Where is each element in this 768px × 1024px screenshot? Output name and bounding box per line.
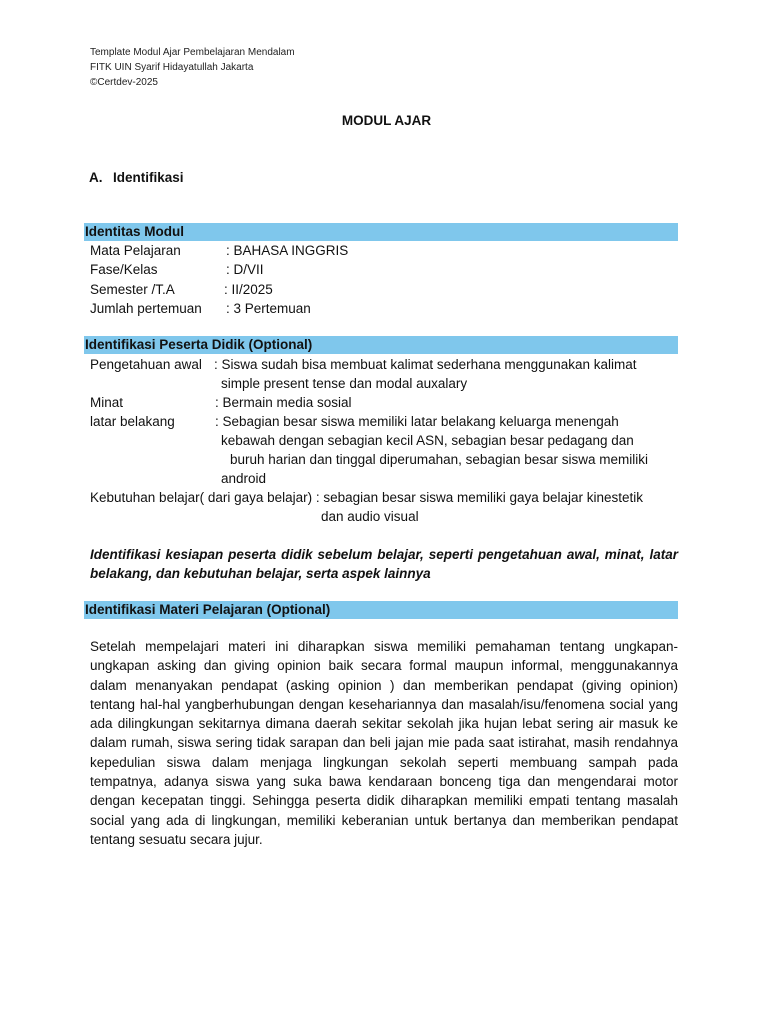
readiness-note: Identifikasi kesiapan peserta didik sebelum belajar, seperti pengetahuan awal, minat, latar belakang, dan kebutuhan belajar, serta aspek lainnya bbox=[90, 547, 678, 581]
materi-heading: Identifikasi Materi Pelajaran (Optional) bbox=[84, 601, 678, 619]
row-label: latar belakang bbox=[90, 414, 175, 429]
row-label: Jumlah pertemuan bbox=[90, 301, 202, 316]
section-heading bbox=[89, 170, 184, 185]
row-value: : Siswa sudah bisa membuat kalimat sederhana menggunakan kalimat bbox=[214, 357, 637, 372]
page-header bbox=[90, 45, 295, 90]
row-label: Pengetahuan awal bbox=[90, 357, 202, 372]
row-label: Fase/Kelas bbox=[90, 262, 158, 277]
section-number: A. bbox=[89, 170, 103, 185]
row-value: : 3 Pertemuan bbox=[226, 301, 311, 316]
document-title: MODUL AJAR bbox=[341, 113, 432, 128]
row-text: Kebutuhan belajar( dari gaya belajar) : sebagian besar siswa memiliki gaya belajar kinestetik bbox=[90, 490, 644, 505]
header-copyright-line: ©Certdev-2025 bbox=[90, 77, 158, 88]
identitas-modul-heading: Identitas Modul bbox=[84, 223, 678, 241]
peserta-didik-heading: Identifikasi Peserta Didik (Optional) bbox=[84, 336, 678, 354]
materi-paragraph: Setelah mempelajari materi ini diharapkan siswa memiliki pemahaman tentang ungkapan-ungkapan asking dan giving opinion baik secara formal maupun informal, menggunakannya dalam menanyakan pendapat (asking opinion ) dan memberikan pendapat (giving opinion) tentang hal-hal yangberhubungan dengan kesehariannya dan masalah/isu/fenomena social yang ada dilingkungan sekitarnya dimana daerah sekitar sekolah jika hujan lebat sering air masuk ke dalam rumah, siswa sering tidak sarapan dan beli jajan mie pada saat istirahat, masih rendahnya kepedulian siswa dalam menjaga lingkungan sekolah seperti membuang sampah pada tempatnya, adanya siswa yang suka bawa kendaraan bonceng tiga dan mengendarai motor dengan kecepatan tinggi. Sehingga peserta didik diharapkan memiliki empati tentang masalah social yang ada di lingkungan, memiliki keberanian untuk bertanya dan memberikan pendapat tentang sesuatu secara jujur. bbox=[90, 639, 678, 847]
row-value: android bbox=[221, 471, 267, 486]
row-value: simple present tense dan modal auxalary bbox=[221, 376, 468, 391]
row-value: : D/VII bbox=[226, 262, 264, 277]
header-template-line: Template Modul Ajar Pembelajaran Mendalam bbox=[90, 47, 295, 58]
row-value: kebawah dengan sebagian kecil ASN, sebagian besar pedagang dan bbox=[221, 433, 634, 448]
row-value: : Sebagian besar siswa memiliki latar belakang keluarga menengah bbox=[215, 414, 619, 429]
row-label: Semester /T.A bbox=[90, 282, 175, 297]
row-value: : BAHASA INGGRIS bbox=[226, 243, 349, 258]
section-title: Identifikasi bbox=[113, 170, 184, 185]
header-institution-line: FITK UIN Syarif Hidayatullah Jakarta bbox=[90, 62, 254, 73]
row-label: Minat bbox=[90, 395, 124, 410]
row-value: : Bermain media sosial bbox=[215, 395, 352, 410]
row-value: buruh harian dan tinggal diperumahan, sebagian besar siswa memiliki bbox=[230, 452, 648, 467]
row-value: dan audio visual bbox=[321, 509, 419, 524]
row-label: Mata Pelajaran bbox=[90, 243, 181, 258]
row-value: : II/2025 bbox=[224, 282, 273, 297]
